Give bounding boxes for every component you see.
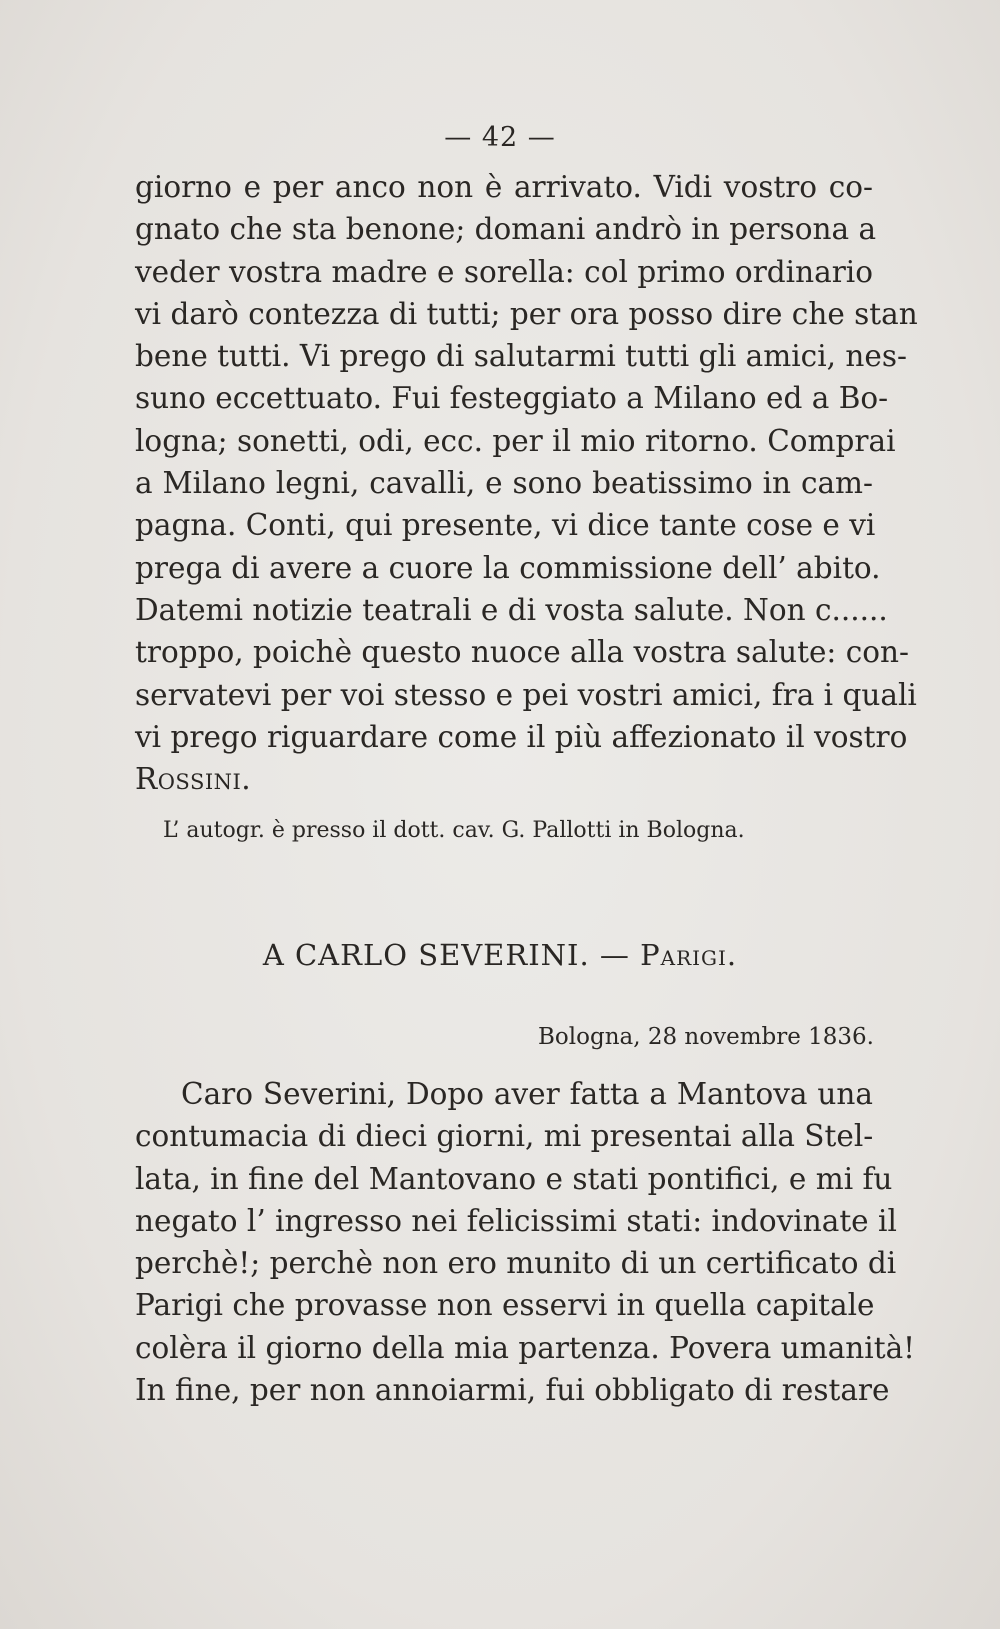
text-line: bene tutti. Vi prego di salutarmi tutti gli amici, nes- [135, 339, 907, 374]
letter-heading [0, 938, 1000, 972]
text-line: In fine, per non annoiarmi, fui obbligato di restare [135, 1373, 890, 1408]
autograph-note: L’ autogr. è presso il dott. cav. G. Pallotti in Bologna. [163, 818, 745, 843]
text-line: Caro Severini, Dopo aver fatta a Mantova una [181, 1077, 873, 1111]
heading-city: Parigi. [640, 938, 738, 972]
text-line: servatevi per voi stesso e pei vostri amici, fra i quali [135, 677, 917, 712]
text-line: a Milano legni, cavalli, e sono beatissimo in cam- [135, 466, 873, 501]
text-line: negato l’ ingresso nei felicissimi stati: indovinate il [135, 1203, 897, 1238]
text-line: giorno e per anco non è arrivato. Vidi vostro co- [135, 170, 873, 204]
text-line: Datemi notizie teatrali e di vosta salute. Non c...... [135, 592, 888, 627]
text-line: vi prego riguardare come il più affezionato il vostro [135, 719, 908, 754]
text-line: perchè!; perchè non ero munito di un certificato di [135, 1246, 897, 1281]
text-line: Parigi che provasse non esservi in quella capitale [135, 1288, 875, 1323]
text-line: suno eccettuato. Fui festeggiato a Milano ed a Bo- [135, 381, 889, 416]
text-line: veder vostra madre e sorella: col primo ordinario [135, 254, 873, 289]
text-line: vi darò contezza di tutti; per ora posso dire che stan [135, 296, 918, 331]
text-line: pagna. Conti, qui presente, vi dice tante cose e vi [135, 508, 876, 543]
signature: Rossini. [135, 762, 252, 797]
text-line: troppo, poichè questo nuoce alla vostra salute: con- [135, 635, 909, 670]
heading-recipient: A CARLO SEVERINI. — [262, 938, 630, 972]
text-line: gnato che sta benone; domani andrò in persona a [135, 212, 877, 247]
text-line: colèra il giorno della mia partenza. Povera umanità! [135, 1330, 916, 1365]
text-line: lata, in fine del Mantovano e stati pontifici, e mi fu [135, 1161, 893, 1196]
letter-body-paragraph [135, 1073, 916, 1411]
text-line: contumacia di dieci giorni, mi presentai alla Stel- [135, 1119, 874, 1154]
letter-body-paragraph [135, 166, 918, 800]
text-line: prega di avere a cuore la commissione dell’ abito. [135, 550, 881, 585]
dateline: Bologna, 28 novembre 1836. [538, 1024, 874, 1050]
text-line: logna; sonetti, odi, ecc. per il mio ritorno. Comprai [135, 423, 896, 458]
page-number: — 42 — [444, 122, 556, 153]
